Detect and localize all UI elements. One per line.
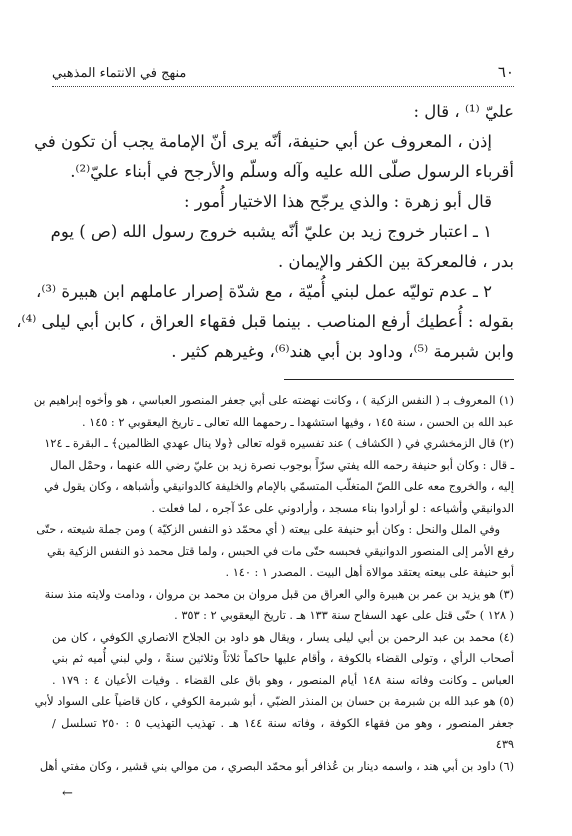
running-title: منهج في الانتماء المذهبي	[52, 66, 187, 81]
page-number: ٦٠	[497, 63, 514, 81]
footnote-line: الدوانيقي وأشياعه : لو أرادوا بناء مسجد ، وأرادوني على عدّ آجره ، لما فعلت .	[151, 501, 514, 515]
body-line: عليّ ⁽¹⁾ ، قال :	[413, 102, 514, 121]
footnote-line: ( ١٢٨ ) حتّى قتل على عهد السفاح سنة ١٣٣ هـ . تاريخ اليعقوبي ٢ : ٣٥٣ .	[174, 609, 514, 622]
main-text	[16, 97, 514, 367]
footnote-line: العباس ـ وكانت وفاته سنة ١٤٨ أيام المنصور ، وهو باق على القضاء . وفيات الأعيان ٤ : ١٧٩ .	[52, 673, 514, 687]
body-line: وابن شبرمة ⁽⁵⁾، وداود بن أبي هند⁽⁶⁾، وغيرهم كثير .	[171, 342, 514, 361]
footnote-line: (٣) هو يزيد بن عمر بن هبيرة والي العراق من قبل مروان بن محمد بن مروان ، ودامت ولايته منذ سنة	[44, 587, 514, 601]
footnote-line: أبو حنيفة على بيعته يعتقد موالاة أهل البيت . المصدر ١ : ١٤٠ .	[225, 566, 514, 579]
footnote-line: عبد الله بن الحسن ، سنة ١٤٥ ، وفيها استشهدا ـ رحمهما الله تعالى ـ تاريخ اليعقوبي ٢ : ١٤٥ .	[81, 415, 514, 429]
footnote-line: جعفر المنصور ، وهو من فقهاء الكوفة ، وفاته سنة ١٤٤ هـ . تهذيب التهذيب ٥ : ٢٥٠ تسلسل /	[52, 716, 514, 730]
body-line: إذن ، المعروف عن أبي حنيفة، أنّه يرى أنّ الإمامة يجب أن تكون في	[34, 132, 492, 151]
body-line: أقرباء الرسول صلّى الله عليه وآله وسلّم والأرجح في أبناء عليّ⁽²⁾.	[70, 162, 514, 181]
footnote-line: وفي الملل والنحل : وكان أبو حنيفة على بيعته ( أي محمّد ذو النفس الزكيّة ) ومن جملة شيعته ، حتّى	[36, 523, 500, 536]
footnote-line: أصحاب الرأي ، وتولى القضاء بالكوفة ، وأقام عليها حاكماً ثلاثاً وثلاثين سنةً ، ولي لبني أُميه ثم بني	[52, 652, 514, 665]
body-line: بدر ، فالمعركة بين الكفر والإيمان .	[277, 252, 514, 271]
footnote-line: (١) المعروف بـ ( النفس الزكية ) ، وكانت نهضته على أبي جعفر المنصور العباسي ، هو وأخوه إبراهيم بن	[33, 394, 514, 407]
footnote-line: ـ قال : وكان أبو حنيفة رحمه الله يفتي سرّاً بوجوب نصرة زيد بن عليّ رضي الله عنهما ، وحمْل المال	[50, 458, 514, 472]
body-line: بقوله : أُعطيك أرفع المناصب . بينما قبل فقهاء العراق ، كابن أبي ليلى ⁽⁴⁾،	[16, 312, 514, 331]
footnote-line: ٤٣٩	[495, 738, 514, 751]
body-line: ٢ ـ عدم توليّه عمل لبني أُميّة ، مع شدّة إصرار عاملهم ابن هبيرة ⁽³⁾،	[36, 282, 492, 301]
footnote-line: رفع الأمر إلى المنصور الدوانيقي فحبسه حتّى مات في الحبس ، ولما قتل محمد ذو النفس الزكية بقي	[46, 544, 514, 558]
continuation-arrow-icon: ←	[62, 786, 73, 801]
footnote-line: (٥) هو عبد الله بن شبرمة بن حسان بن المنذر الضبّي ، أبو شبرمة الكوفي ، كان قاضياً على السواد لأبي	[34, 695, 514, 708]
body-line: ١ ـ اعتبار خروج زيد بن عليّ أنّه يشبه خروج رسول الله (ص ) يوم	[50, 222, 492, 241]
footnote-line: (٦) داود بن أبي هند ، واسمه دينار بن عُذافر أبو محمّد البصري ، من موالي بني قشير ، وكان مفتي أهل	[39, 759, 514, 773]
footnote-line: (٢) قال الزمخشري في ( الكشاف ) عند تفسيره قوله تعالى ﴿ولا ينال عهدي الظالمين﴾ ـ البقرة ـ ١٢٤	[44, 437, 514, 450]
footnote-separator	[284, 379, 514, 380]
body-line: قال أبو زهرة : والذي يرجّح هذا الاختيار أُمور :	[183, 192, 492, 211]
running-header	[52, 62, 514, 87]
footnote-line: (٤) محمد بن عبد الرحمن بن أبي ليلى يسار ، ويقال هو داود بن الجلاح الانصاري الكوفي ، كان من	[52, 630, 514, 644]
footnote-line: إليه ، والخروج معه على اللصّ المتغلّب المتسمّي بالإمام والخليفة كالدوانيقي وأشباهه ، وكان يقول في	[44, 480, 514, 493]
footnotes	[33, 390, 514, 777]
